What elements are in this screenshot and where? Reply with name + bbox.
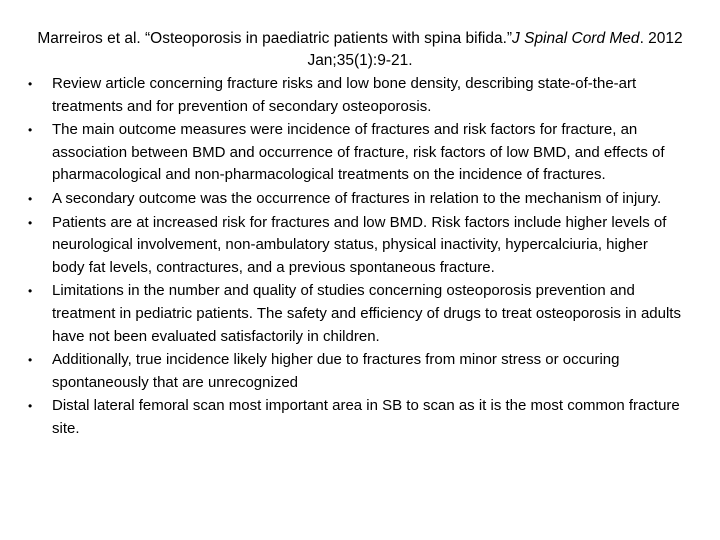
list-item bbox=[0, 73, 720, 118]
bullet-icon: • bbox=[28, 284, 33, 299]
citation-title bbox=[28, 28, 692, 72]
bullet-icon: • bbox=[28, 123, 33, 138]
bullet-list bbox=[0, 73, 720, 442]
bullet-text: Patients are at increased risk for fractures and low BMD. Risk factors include higher levels of neurological involvement, non-ambulatory status, physical inactivity, hypercalciuria, higher body fat levels, contractures, and a previous spontaneous fracture. bbox=[52, 213, 667, 276]
bullet-icon: • bbox=[28, 399, 33, 414]
list-item bbox=[0, 280, 720, 348]
bullet-text: Distal lateral femoral scan most important area in SB to scan as it is the most common fracture site. bbox=[52, 397, 680, 437]
list-item bbox=[0, 349, 720, 394]
list-item bbox=[0, 188, 720, 211]
bullet-icon: • bbox=[28, 353, 33, 368]
bullet-icon: • bbox=[28, 77, 33, 91]
citation-authors: Marreiros et al. bbox=[37, 30, 141, 47]
citation-article-title: “Osteoporosis in paediatric patients with spina bifida.” bbox=[145, 30, 513, 47]
bullet-icon: • bbox=[28, 191, 33, 206]
bullet-text: Limitations in the number and quality of studies concerning osteoporosis prevention and treatment in pediatric patients. The safety and efficiency of drugs to treat osteoporosis in adults have not been evaluated satisfactorily in children. bbox=[52, 282, 681, 345]
citation-details: . 2012 Jan;35(1):9-21. bbox=[307, 30, 683, 69]
list-item bbox=[0, 119, 720, 187]
bullet-text: A secondary outcome was the occurrence of fractures in relation to the mechanism of injury. bbox=[52, 189, 662, 207]
bullet-text: Review article concerning fracture risks and low bone density, describing state-of-the-art treatments and for prevention of secondary osteoporosis. bbox=[52, 75, 637, 115]
bullet-icon: • bbox=[28, 215, 33, 230]
bullet-text: The main outcome measures were incidence of fractures and risk factors for fracture, an association between BMD and occurrence of fracture, risk factors of low BMD, and effects of pharmacological and non-pharmacological treatments on the incidence of fractures. bbox=[52, 121, 665, 184]
list-item bbox=[0, 212, 720, 280]
citation-journal: J Spinal Cord Med bbox=[512, 30, 640, 47]
list-item bbox=[0, 395, 720, 440]
bullet-text: Additionally, true incidence likely higher due to fractures from minor stress or occuring spontaneously that are unrecognized bbox=[52, 351, 620, 391]
